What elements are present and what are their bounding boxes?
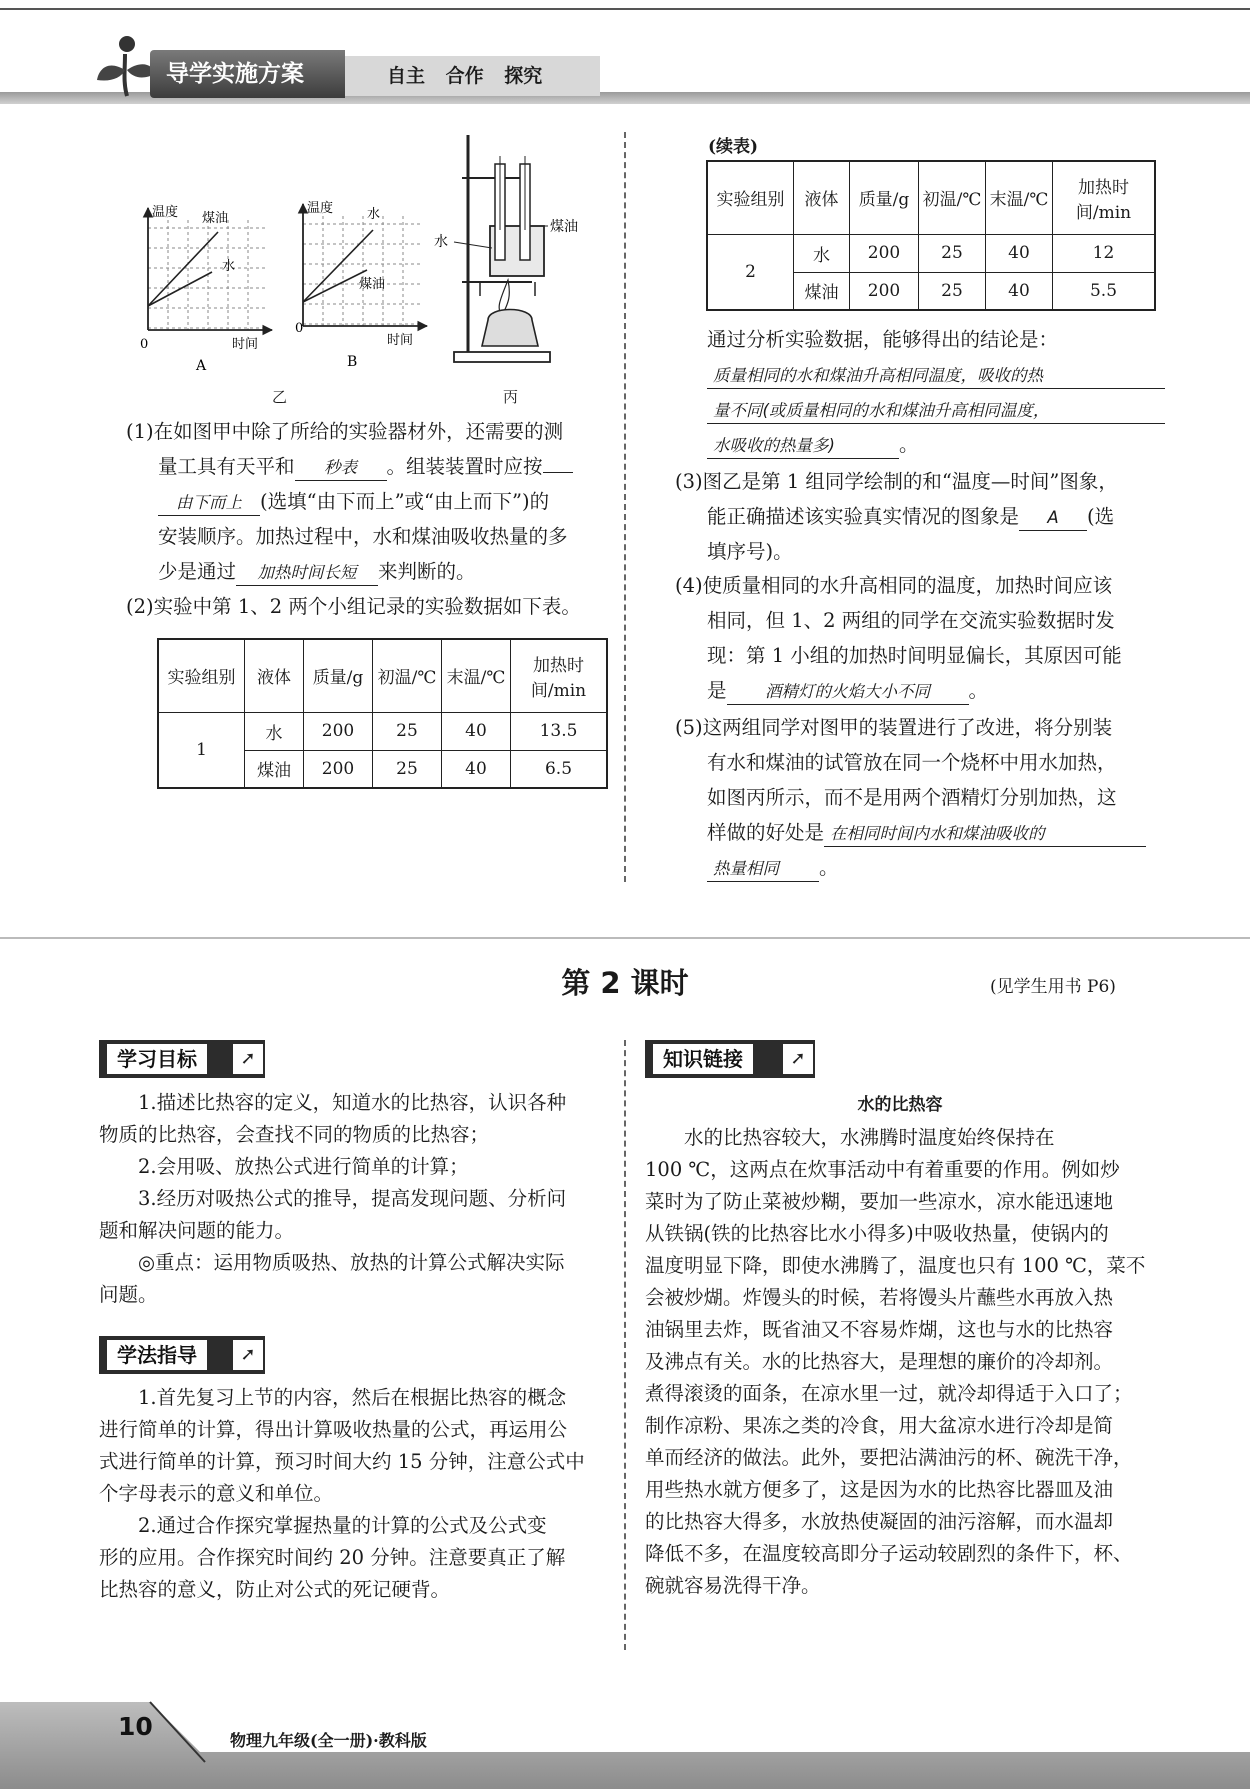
q4-blank: 酒精灯的火焰大小不同 [727,680,969,705]
goal-1b: 物质的比热容，会查找不同的物质的比热容； [99,1123,490,1146]
th-time: 加热时间/min [511,639,608,712]
graph-a-caption: A [196,358,207,374]
page-number: 10 [118,1712,153,1741]
q4-line1: (4)使质量相同的水升高相同的温度，加热时间应该 [675,574,1113,597]
apparatus-figure [434,130,590,390]
q3-line1: (3)图乙是第 1 组同学绘制的和“温度—时间”图象， [675,470,1118,493]
t2-r1-mass: 200 [850,234,919,272]
question-3: (3)图乙是第 1 组同学绘制的和“温度—时间”图象， 能正确描述该实验真实情况的图象是 A (选 填序号)。 [675,464,1175,569]
goal-key-b: 问题。 [99,1283,158,1306]
graph-b-xlabel: 时间 [387,333,414,348]
q1-line5: 少是通过 加热时间长短 来判断的。 [126,554,614,589]
t1-r2-t1: 40 [442,750,511,788]
method-1a: 1.首先复习上节的内容，然后在根据比热容的概念 [138,1386,567,1409]
conclusion-answer-1: 质量相同的水和煤油升高相同温度，吸收的热 [707,364,1165,389]
figure-caption-yi: 乙 [272,388,288,406]
column-divider-top [624,132,626,882]
question-1 [126,414,614,624]
page-header [0,0,1250,110]
k-line-7: 油锅里去炸，既省油又不容易炸煳，这也与水的比热容 [645,1318,1114,1341]
graph-b-water-label: 水 [367,207,381,222]
figure-caption-bing: 丙 [503,388,519,406]
data-table-1 [157,638,608,789]
k-line-15: 碗就容易洗得干净。 [645,1574,821,1597]
goal-3b: 题和解决问题的能力。 [99,1219,295,1242]
t2-r1-time: 12 [1053,234,1156,272]
q5-line3: 如图丙所示，而不是用两个酒精灯分别加热，这 [707,786,1117,809]
knowledge-label: 知识链接 [653,1044,753,1074]
q1-line1: (1)在如图甲中除了所给的实验器材外，还需要的测 [126,420,564,443]
k-line-13: 的比热容大得多，水放热使凝固的油污溶解，而水温却 [645,1510,1114,1533]
k-line-9: 煮得滚烫的面条，在凉水里一过，就冷却得适于入口了； [645,1382,1133,1405]
t2-r1-liquid: 水 [794,234,850,272]
t2-th-mass: 质量/g [850,161,919,234]
k-line-2: 100 ℃，这两点在炊事活动中有着重要的作用。例如炒 [645,1158,1120,1181]
graph-a-origin: 0 [140,337,149,352]
knowledge-heading: 水的比热容 [857,1095,943,1115]
method-2b: 形的应用。合作探究时间约 20 分钟。注意要真正了解 [99,1546,566,1569]
k-line-6: 会被炒煳。炸馒头的时候，若将馒头片蘸些水再放入热 [645,1286,1114,1309]
t1-r2-time: 6.5 [511,750,608,788]
methods-text [99,1382,606,1606]
q1-line2: 量工具有天平和 秒表 。组装装置时应按 [126,449,614,484]
t1-r1-t1: 40 [442,712,511,750]
q4-line2: 相同，但 1、2 两组的同学在交流实验数据时发 [707,609,1115,632]
t2-r1-t1: 40 [986,234,1053,272]
apparatus-water-label: 水 [434,234,448,250]
page-footer [0,1682,1250,1789]
graph-b-origin: 0 [295,321,304,336]
q1-line4: 安装顺序。加热过程中，水和煤油吸收热量的多 [158,525,568,548]
method-1c: 式进行简单的计算，预习时间大约 15 分钟，注意公式中 [99,1450,585,1473]
arrow-icon: ➚ [233,1044,263,1074]
conclusion-answer-3: 水吸收的热量多) [707,434,899,459]
conclusion-answer-2: 量不同(或质量相同的水和煤油升高相同温度， [707,399,1165,424]
t2-th-liquid: 液体 [794,161,850,234]
method-1b: 进行简单的计算，得出计算吸收热量的公式，再运用公 [99,1418,568,1441]
graph-a [140,180,290,380]
k-line-10: 制作凉粉、果冻之类的冷食，用大盆凉水进行冷却是简 [645,1414,1114,1437]
methods-tag [99,1336,265,1374]
th-liquid: 液体 [245,639,304,712]
t1-r2-liquid: 煤油 [245,750,304,788]
t2-th-t0: 初温/℃ [919,161,986,234]
conclusion-intro: 通过分析实验数据，能够得出的结论是： [707,328,1059,351]
goals-tag [99,1040,265,1078]
goals-text [99,1087,606,1311]
graph-b-oil-line [303,270,367,302]
k-line-12: 用些热水就方便多了，这是因为水的比热容比器皿及油 [645,1478,1114,1501]
header-title: 导学实施方案 [150,50,345,98]
q1-blank-method: 加热时间长短 [236,561,378,586]
th-mass: 质量/g [304,639,373,712]
q2-line1: (2)实验中第 1、2 两个小组记录的实验数据如下表。 [126,595,581,618]
t2-r1-t0: 25 [919,234,986,272]
q5-line2: 有水和煤油的试管放在同一个烧杯中用水加热， [707,751,1117,774]
k-line-14: 降低不多，在温度较高即分子运动较剧烈的条件下，杯、 [645,1542,1133,1565]
goals-label: 学习目标 [107,1044,207,1074]
t2-r2-mass: 200 [850,272,919,310]
graph-b-ylabel: 温度 [307,201,334,216]
graph-b [295,178,445,378]
knowledge-text [645,1122,1155,1602]
graph-a-water-line [148,272,212,306]
k-line-11: 单而经济的做法。此外，要把沾满油污的杯、碗洗干净， [645,1446,1133,1469]
arrow-icon: ➚ [233,1340,263,1370]
q1-line3: 由下而上 (选填“由下而上”或“由上而下”)的 [126,484,614,519]
th-t0: 初温/℃ [373,639,442,712]
k-line-1: 水的比热容较大，水沸腾时温度始终保持在 [684,1126,1055,1149]
conclusion-block: 通过分析实验数据，能够得出的结论是： 质量相同的水和煤油升高相同温度，吸收的热 量不同(或质量相同的水和煤油升高相同温度， 水吸收的热量多) 。 [675,322,1175,462]
leaf-logo-icon [95,30,155,100]
k-line-5: 温度明显下降，即使水沸腾了，温度也只有 100 ℃，菜不 [645,1254,1146,1277]
graph-a-oil-label: 煤油 [202,211,229,226]
q5-blank-1: 在相同时间内水和煤油吸收的 [824,822,1146,847]
apparatus-oil-label: 煤油 [550,219,578,235]
goal-1a: 1.描述比热容的定义，知道水的比热容，认识各种 [138,1091,567,1114]
methods-label: 学法指导 [107,1340,207,1370]
goal-3a: 3.经历对吸热公式的推导，提高发现问题、分析问 [138,1187,567,1210]
th-t1: 末温/℃ [442,639,511,712]
book-title: 物理九年级(全一册)·教科版 [230,1731,427,1750]
graph-a-water-label: 水 [222,259,236,274]
knowledge-tag [645,1040,815,1078]
q5-line1: (5)这两组同学对图甲的装置进行了改进，将分别装 [675,716,1113,739]
lesson-rule [0,937,1250,939]
data-table-2 [706,160,1156,311]
goal-key-a: ◎重点：运用物质吸热、放热的计算公式解决实际 [138,1251,565,1274]
t1-r1-time: 13.5 [511,712,608,750]
graph-a-xlabel: 时间 [232,337,259,352]
q3-blank: A [1019,506,1087,531]
t2-group: 2 [707,234,794,310]
k-line-3: 菜时为了防止菜被炒糊，要加一些凉水，凉水能迅速地 [645,1190,1114,1213]
footer-band [0,1682,1250,1789]
lesson-title: 第 2 课时 [555,960,695,1006]
k-line-4: 从铁锅(铁的比热容比水小得多)中吸收热量，使锅内的 [645,1222,1109,1245]
q5-blank-2: 热量相同 [707,857,819,882]
goal-2: 2.会用吸、放热公式进行简单的计算； [138,1155,469,1178]
graph-a-ylabel: 温度 [152,205,179,220]
t1-r1-liquid: 水 [245,712,304,750]
q3-line3: 填序号)。 [707,540,793,563]
graph-b-caption: B [347,354,358,370]
t2-r2-t0: 25 [919,272,986,310]
question-5: (5)这两组同学对图甲的装置进行了改进，将分别装 有水和煤油的试管放在同一个烧杯中用水加热， 如图丙所示，而不是用两个酒精灯分别加热，这 样做的好处是 在相同时间内水和煤油吸收的 热量相同 。 [675,710,1175,885]
t1-r2-mass: 200 [304,750,373,788]
graph-b-oil-label: 煤油 [359,277,386,292]
question-4: (4)使质量相同的水升高相同的温度，加热时间应该 相同，但 1、2 两组的同学在交流实验数据时发 现：第 1 小组的加热时间明显偏长，其原因可能 是 酒精灯的火焰大小不同 。 [675,568,1175,708]
t2-th-time: 加热时间/min [1053,161,1156,234]
t1-r1-mass: 200 [304,712,373,750]
method-1d: 个字母表示的意义和单位。 [99,1482,334,1505]
column-divider-bottom [624,1040,626,1650]
t2-th-group: 实验组别 [707,161,794,234]
table-continued-label: (续表) [708,137,759,157]
method-2c: 比热容的意义，防止对公式的死记硬背。 [99,1578,451,1601]
t2-r2-time: 5.5 [1053,272,1156,310]
q1-blank-stopwatch: 秒表 [295,456,387,481]
arrow-icon: ➚ [783,1044,813,1074]
k-line-8: 及沸点有关。水的比热容大，是理想的廉价的冷却剂。 [645,1350,1114,1373]
q1-blank-order: 由下而上 [158,491,260,516]
th-group: 实验组别 [158,639,245,712]
t2-r2-t1: 40 [986,272,1053,310]
t2-r2-liquid: 煤油 [794,272,850,310]
t2-th-t1: 末温/℃ [986,161,1053,234]
t1-r1-t0: 25 [373,712,442,750]
lesson-reference: (见学生用书 P6) [990,977,1116,997]
header-tags: 自主 合作 探究 [345,56,600,96]
method-2a: 2.通过合作探究掌握热量的计算的公式及公式变 [138,1514,547,1537]
t1-r2-t0: 25 [373,750,442,788]
t1-group: 1 [158,712,245,788]
q4-line3: 现：第 1 小组的加热时间明显偏长，其原因可能 [707,644,1122,667]
